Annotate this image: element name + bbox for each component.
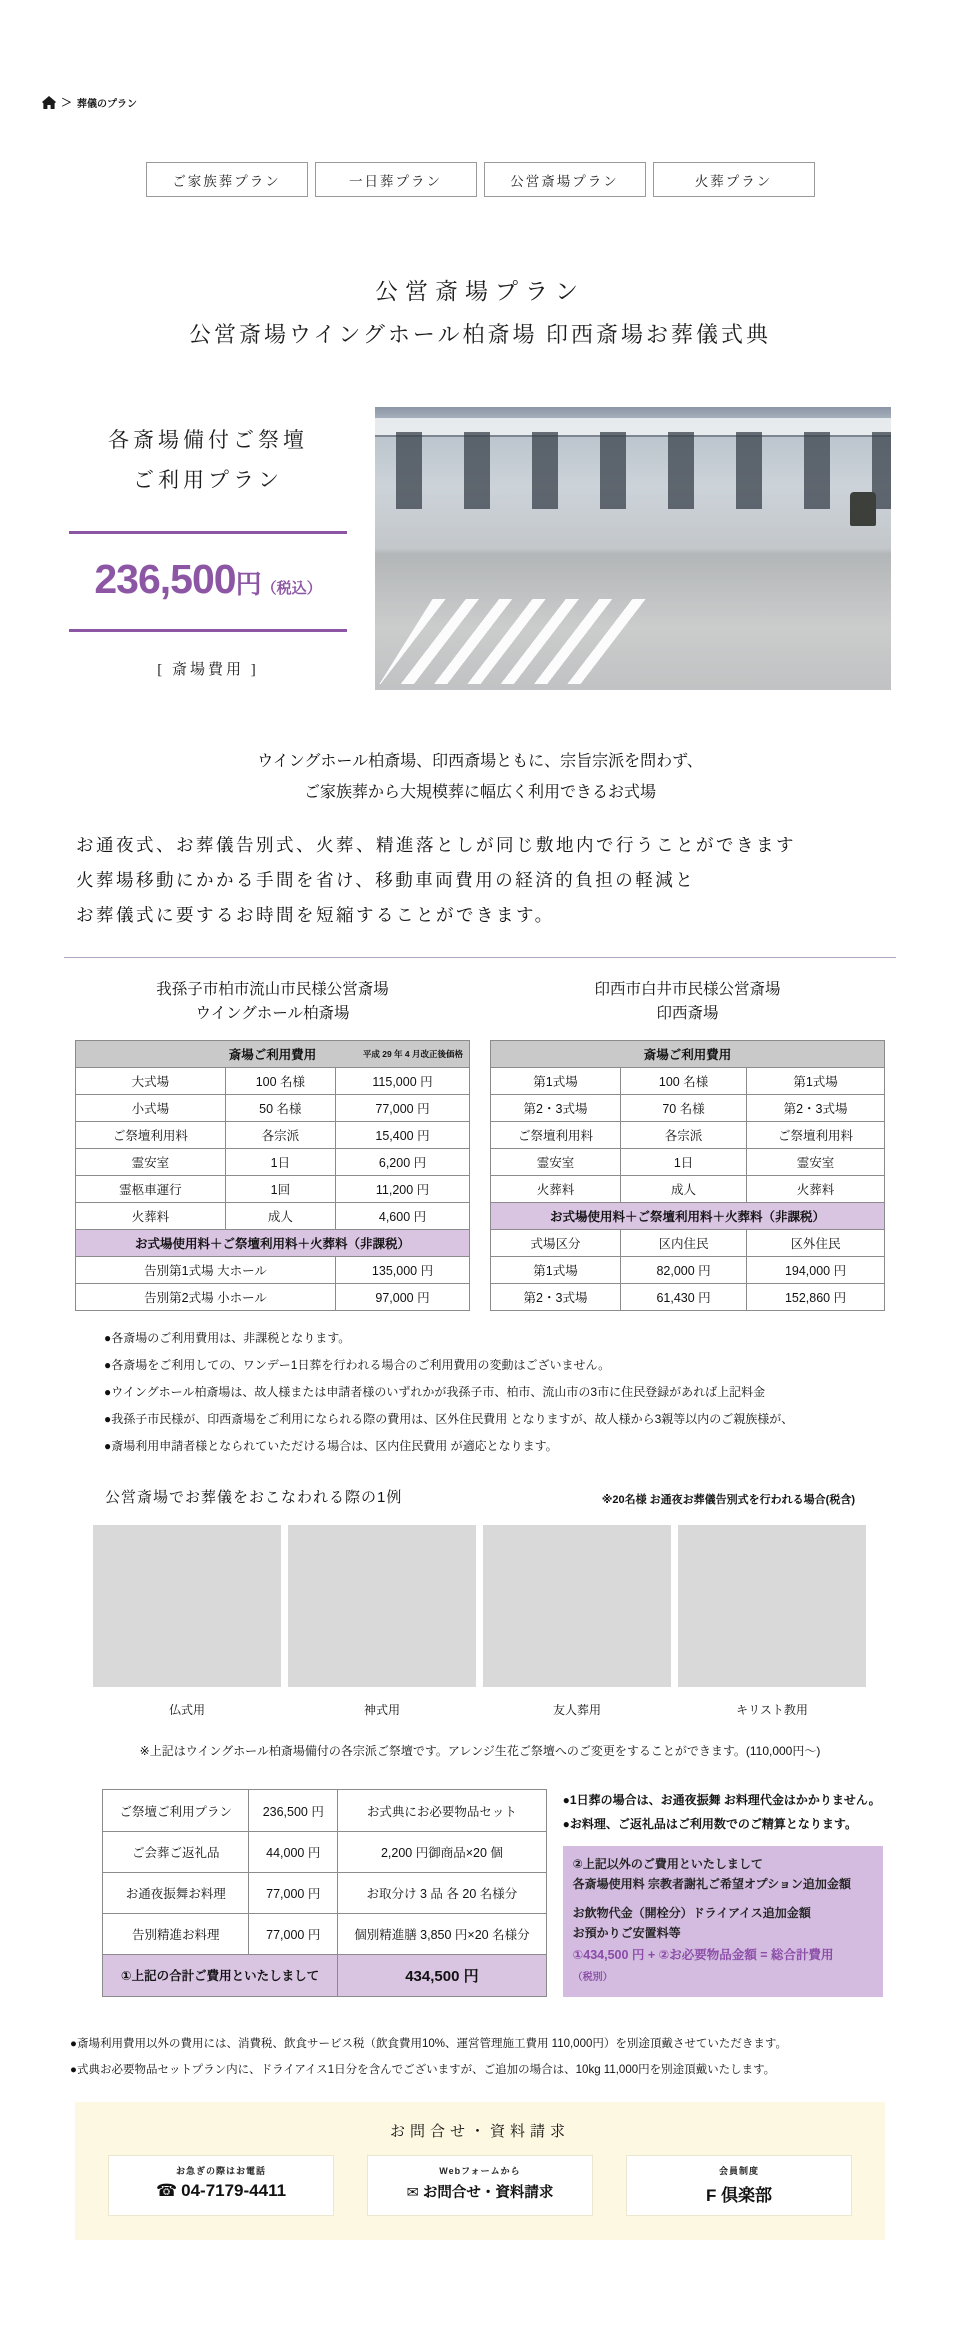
table-row [103,1831,547,1872]
table-cell: 個別精進膳 3,850 円×20 名様分 [338,1914,547,1955]
table-cell: ご祭壇利用料 [76,1122,226,1149]
table-cell: 告別精進お料理 [103,1914,249,1955]
note-item: ●各斎場をご利用しての、ワンデー1日葬を行われる場合のご利用費用の変動はございません。 [104,1358,611,1373]
table-cell: 61,430 円 [621,1284,747,1311]
table-cell: ご祭壇利用料 [491,1122,621,1149]
table-cell: 44,000 円 [249,1831,338,1872]
breadcrumb-label[interactable]: 葬儀のプラン [77,98,137,110]
total-value: 434,500 円 [338,1955,547,1996]
table-cell: 成人 [621,1176,747,1203]
contact-row [75,2155,885,2216]
gallery-images [93,1525,867,1687]
tab-cremation-plan[interactable]: 火葬プラン [653,162,815,197]
table-cell: 各宗派 [225,1122,335,1149]
table-cell: 1日 [621,1149,747,1176]
price-rule-top [69,531,347,534]
venue-kashiwa-heading: 我孫子市柏市流山市民様公営斎場 ウイングホール柏斎場 [156,981,389,1023]
breadcrumb [42,94,960,110]
web-form-card[interactable] [367,2155,593,2216]
table-cell: 第1式場 [491,1257,621,1284]
note-item: ●ウイングホール柏斎場は、故人様または申請者様のいずれかが我孫子市、柏市、流山市の3市に住民登録があれば上記料金 [104,1385,766,1400]
table-cell: 135,000 円 [336,1257,470,1284]
table-cell: 97,000 円 [336,1284,470,1311]
table-cell: 火葬料 [747,1176,885,1203]
table-row [491,1149,885,1176]
table-cell: 152,860 円 [747,1284,885,1311]
table-cell: 70 名様 [621,1095,747,1122]
disclaimers [70,2031,900,2084]
table-row [103,1914,547,1955]
table-cell: 霊安室 [76,1149,226,1176]
table-cell: 霊安室 [491,1149,621,1176]
table-row [76,1149,470,1176]
gallery-header [105,1486,855,1507]
disclaimer-item: ●斎場利用費用以外の費用には、消費税、飲食サービス税（飲食費用10%、運営管理施工費用 110,000円）を別途頂戴させていただきます。 [70,2037,787,2050]
table-cell: 1日 [225,1149,335,1176]
gallery-heading: 公営斎場でお葬儀をおこなわれる際の1例 [105,1489,403,1507]
note-item: ●斎場利用申請者様となられていただける場合は、区内住民費用 が適応となります。 [104,1439,558,1454]
disclaimer-item: ●式典お必要物品セットプラン内に、ドライアイス1日分を含んでございますが、ご追加の場合は、10kg 11,000円を別途頂戴いたします。 [70,2064,776,2077]
estimate-section [102,1789,883,1996]
table-cell: ご会葬ご返礼品 [103,1831,249,1872]
table-cell: お式場使用料＋ご祭壇利用料＋火葬料（非課税） [76,1230,470,1257]
inzai-fee-table [490,1040,885,1311]
table-cell: 第1式場 [491,1068,621,1095]
table-row [76,1095,470,1122]
table-cell: 77,000 円 [336,1095,470,1122]
intro-lead: ウイングホール柏斎場、印西斎場ともに、宗旨宗派を問わず、 ご家族葬から大規模葬に幅広く利用できるお式場 [257,753,703,802]
table-row [76,1176,470,1203]
table-cell: 236,500 円 [249,1790,338,1831]
total-label: ①上記の合計ご費用といたしまして [103,1955,338,1996]
table-cell: 77,000 円 [249,1872,338,1913]
tab-family-plan[interactable]: ご家族葬プラン [146,162,308,197]
plan-price [69,556,347,603]
table-cell: 82,000 円 [621,1257,747,1284]
gallery-caption: 神式用 [363,1703,400,1718]
price-caption: [ 斎場費用 ] [157,661,259,678]
gallery-caption: 仏式用 [168,1703,205,1718]
table-cell: 第1式場 [747,1068,885,1095]
price-amount: 236,500 [94,555,236,602]
price-rule-bottom [69,629,347,632]
venue-photo [375,407,891,690]
table-cell: 成人 [225,1203,335,1230]
revision-note: 平成 29 年 4 月改正後価格 [362,1049,463,1060]
tab-public-hall-plan[interactable]: 公営斎場プラン [484,162,646,197]
gallery-caption: キリスト教用 [736,1703,808,1718]
phone-caption: お急ぎの際はお電話 [175,2165,266,2176]
home-icon[interactable] [42,96,56,109]
altar-photo-christian [678,1525,866,1687]
venue-inzai-heading: 印西市白井市民様公営斎場 印西斎場 [594,981,781,1023]
table-cell: お通夜振舞お料理 [103,1872,249,1913]
table-cell: お取分け 3 品 各 20 名様分 [338,1872,547,1913]
table-cell: 式場区分 [491,1230,621,1257]
table-cell: 194,000 円 [747,1257,885,1284]
table-cell: 霊柩車運行 [76,1176,226,1203]
altar-photo-shinto [288,1525,476,1687]
table-cell: 霊安室 [747,1149,885,1176]
phone-number: ☎ 04-7179-4411 [155,2180,287,2200]
table-cell: 100 名様 [621,1068,747,1095]
table-cell: 第2・3式場 [491,1284,621,1311]
estimate-side-panel [563,1789,883,1996]
member-label: F 倶楽部 [705,2185,773,2205]
gallery-footnote: ※上記はウイングホール柏斎場備付の各宗派ご祭壇です。アレンジ生花ご祭壇へのご変更をすることができます。(110,000円〜) [139,1744,821,1759]
price-yen: 円 [235,568,262,599]
table-row [491,1176,885,1203]
contact-panel [75,2102,885,2240]
total-row [103,1955,547,1996]
phone-contact-card[interactable] [108,2155,334,2216]
table-row [491,1284,885,1311]
page-title: 公営斎場プラン [375,279,585,304]
table-row [103,1790,547,1831]
table-row [76,1122,470,1149]
breadcrumb-separator: ＞ [61,97,72,109]
table-row [76,1257,470,1284]
web-form-label: ✉ お問合せ・資料請求 [406,2184,554,2201]
gallery-note: ※20名様 お通夜お葬儀告別式を行われる場合(税含) [601,1494,855,1507]
table-cell: 大式場 [76,1068,226,1095]
highlight-row [491,1203,885,1230]
contact-heading: お問合せ・資料請求 [389,2122,570,2140]
note-item: ●各斎場のご利用費用は、非課税となります。 [104,1331,351,1346]
member-caption: 会員制度 [718,2165,759,2176]
table-cell: 区内住民 [621,1230,747,1257]
gallery-caption: 友人葬用 [552,1703,601,1718]
table-cell: 100 名様 [225,1068,335,1095]
page-subtitle: 公営斎場ウイングホール柏斎場 印西斎場お葬儀式典 [189,322,771,347]
table-cell: 1回 [225,1176,335,1203]
table-cell: 4,600 円 [336,1203,470,1230]
plan-tabs [0,162,960,197]
table-cell: 11,200 円 [336,1176,470,1203]
table-title: 斎場ご利用費用 [491,1041,885,1068]
hero-section [69,407,891,690]
table-row [491,1095,885,1122]
table-cell: 告別第2式場 小ホール [76,1284,336,1311]
table-cell: 50 名様 [225,1095,335,1122]
option-cost-box: ②上記以外のご費用といたしまして 各斎場使用料 宗教者謝礼ご希望オプション追加金額 お飲物代金（開栓分）ドライアイス追加金額 お預かりご安置料等 ①434,500 円 + ②お必要物品金額 = 総合計費用（税別） [563,1846,883,1996]
fee-notes [104,1325,885,1460]
member-club-card[interactable] [626,2155,852,2216]
table-cell: 15,400 円 [336,1122,470,1149]
note-item: ●我孫子市民様が、印西斎場をご利用になられる際の費用は、区外住民費用 となりますが、故人様から3親等以内のご親族様が、 [104,1412,794,1427]
table-cell: ご祭壇利用料 [747,1122,885,1149]
table-cell: お式場使用料＋ご祭壇利用料＋火葬料（非課税） [491,1203,885,1230]
table-cell: 区外住民 [747,1230,885,1257]
table-cell: 第2・3式場 [491,1095,621,1122]
price-block [69,407,347,690]
venue-tables-section [75,978,885,1311]
table-cell: 火葬料 [76,1203,226,1230]
plan-name: 各斎場備付ご祭壇 ご利用プラン [108,428,308,492]
altar-photo-friend [483,1525,671,1687]
phone-icon: ☎ [155,2180,178,2200]
table-row [76,1203,470,1230]
table-cell: 77,000 円 [249,1914,338,1955]
table-cell: お式典にお必要物品セット [338,1790,547,1831]
table-cell: 各宗派 [621,1122,747,1149]
venue-inzai [490,978,885,1311]
altar-photo-buddhist [93,1525,281,1687]
mail-icon: ✉ [406,2184,419,2201]
table-cell: 告別第1式場 大ホール [76,1257,336,1284]
section-divider [64,957,896,958]
intro-body: お通夜式、お葬儀告別式、火葬、精進落としが同じ敷地内で行うことができます 火葬場移動にかかる手間を省け、移動車両費用の経済的負担の軽減と お葬儀式に要するお時間を短縮することができます。 [76,835,796,926]
table-cell: 火葬料 [491,1176,621,1203]
side-note: ●お料理、ご返礼品はご利用数でのご精算となります。 [562,1816,857,1831]
table-row [103,1872,547,1913]
highlight-row [76,1230,470,1257]
tab-oneday-plan[interactable]: 一日葬プラン [315,162,477,197]
table-row [76,1284,470,1311]
gallery-captions [93,1701,867,1718]
table-header-row [491,1041,885,1068]
table-row [76,1068,470,1095]
side-note: ●1日葬の場合は、お通夜振舞 お料理代金はかかりません。 [562,1793,881,1808]
table-cell: 6,200 円 [336,1149,470,1176]
table-row [491,1122,885,1149]
total-formula: ①434,500 円 + ②お必要物品金額 = 総合計費用（税別） [572,1948,834,1983]
web-caption: Webフォームから [439,2165,521,2176]
table-row [491,1230,885,1257]
price-tax-label: （税込） [261,579,322,597]
table-cell: ご祭壇ご利用プラン [103,1790,249,1831]
venue-kashiwa [75,978,470,1311]
table-cell: 小式場 [76,1095,226,1122]
table-row [491,1257,885,1284]
table-title: 斎場ご利用費用 [228,1048,317,1063]
table-row [491,1068,885,1095]
page [0,94,960,2332]
table-cell: 第2・3式場 [747,1095,885,1122]
estimate-table [102,1789,547,1996]
table-cell: 2,200 円御商品×20 個 [338,1831,547,1872]
table-header-row [76,1041,470,1068]
kashiwa-fee-table [75,1040,470,1311]
table-cell: 115,000 円 [336,1068,470,1095]
